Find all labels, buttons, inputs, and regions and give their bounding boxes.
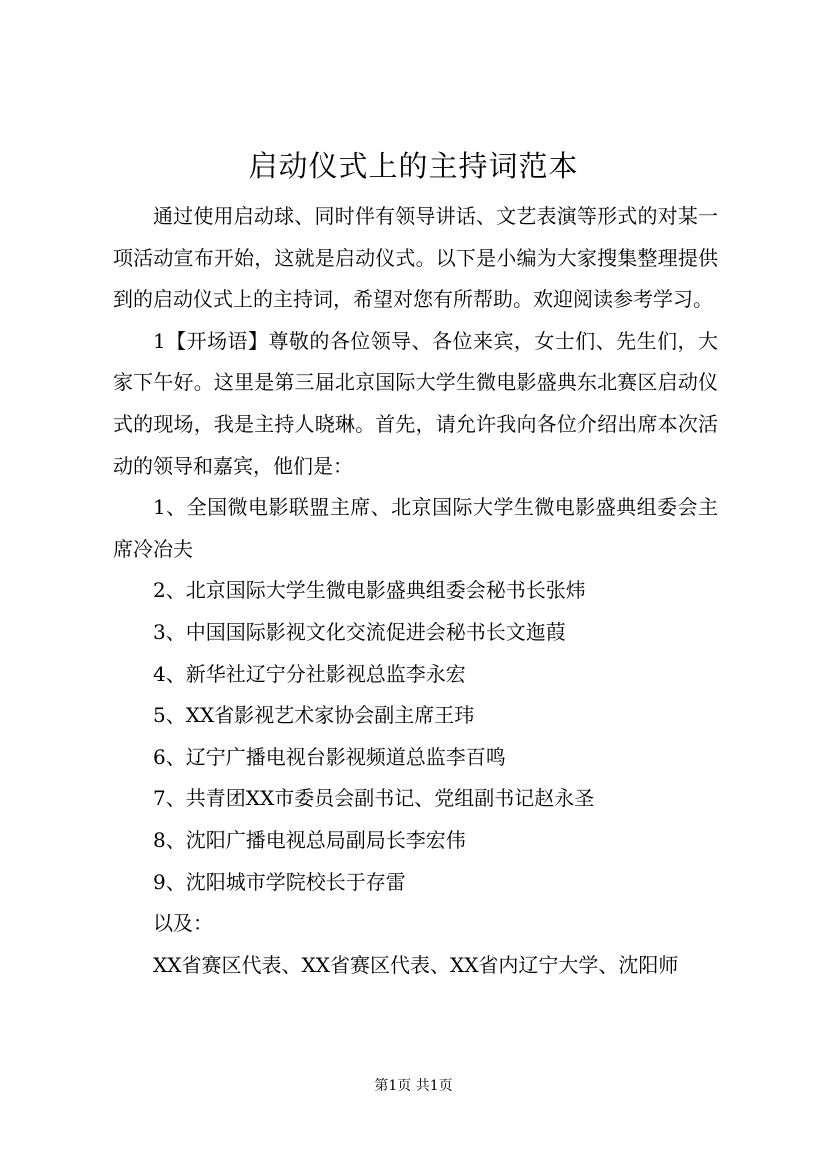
guest-list-item: 8、沈阳广播电视总局副局长李宏伟 — [153, 827, 466, 852]
guest-list-item: 7、共青团XX市委员会副书记、党组副书记赵永圣 — [153, 786, 595, 811]
document-title: 启动仪式上的主持词范本 — [248, 149, 579, 183]
representatives-paragraph: XX省赛区代表、XX省赛区代表、XX省内辽宁大学、沈阳师 — [153, 952, 679, 977]
guest-list-item: 5、XX省影视艺术家协会副主席王玮 — [153, 703, 475, 728]
guest-list-item: 3、中国国际影视文化交流促进会秘书长文迤葭 — [153, 619, 566, 644]
also-label: 以及： — [153, 911, 213, 936]
guest-list-item: 2、北京国际大学生微电影盛典组委会秘书长张炜 — [153, 578, 586, 603]
document-body — [113, 196, 718, 986]
guest-list-item: 9、沈阳城市学院校长于存雷 — [153, 869, 406, 894]
guest-list-item: 6、辽宁广播电视台影视频道总监李百鸣 — [153, 744, 506, 769]
intro-paragraph: 通过使用启动球、同时伴有领导讲话、文艺表演等形式的对某一项活动宣布开始，这就是启动仪式。以下是小编为大家搜集整理提供到的启动仪式上的主持词，希望对您有所帮助。欢迎阅读参考学习。 — [113, 204, 718, 312]
guest-list-item: 1、全国微电影联盟主席、北京国际大学生微电影盛典组委会主席冷冶夫 — [113, 495, 718, 561]
page-footer: 第1页 共1页 — [374, 1078, 453, 1094]
guest-list-item: 4、新华社辽宁分社影视总监李永宏 — [153, 661, 466, 686]
opening-paragraph: 1【开场语】尊敬的各位领导、各位来宾，女士们、先生们，大家下午好。这里是第三届北京国际大学生微电影盛典东北赛区启动仪式的现场，我是主持人晓琳。首先，请允许我向各位介绍出席本次活动的领导和嘉宾，他们是： — [113, 328, 718, 478]
